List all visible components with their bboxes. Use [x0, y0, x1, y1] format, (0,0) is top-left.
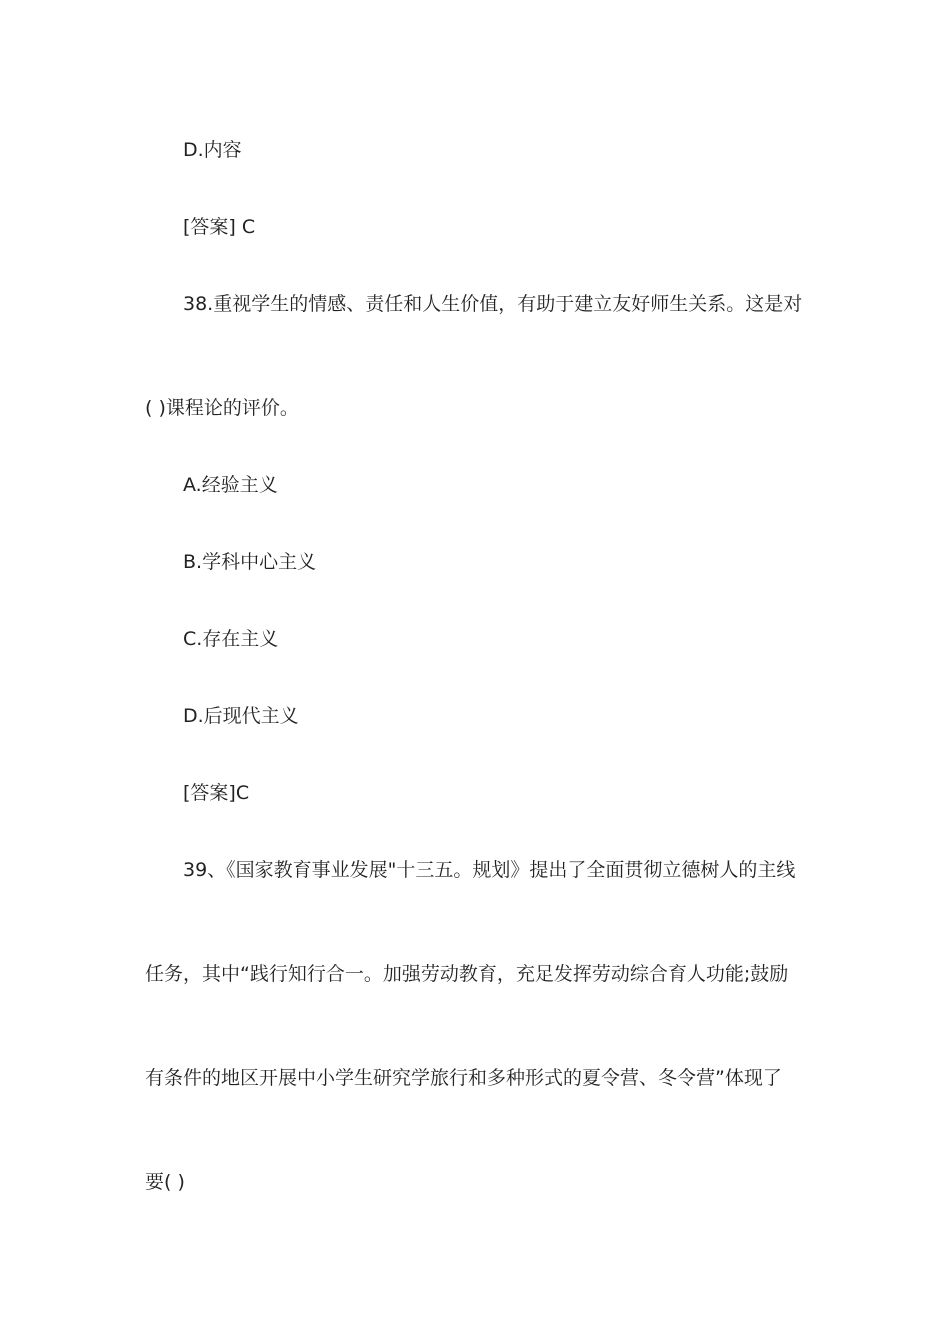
question-39-text-line-1: 39、《国家教育事业发展"十三五。规划》提出了全面贯彻立德树人的主线 — [183, 859, 796, 881]
question-38-option-d: D.后现代主义 — [183, 705, 299, 727]
question-39-text-line-4: 要( ) — [145, 1171, 185, 1193]
question-38-option-c: C.存在主义 — [183, 628, 279, 650]
question-39-text-line-3: 有条件的地区开展中小学生研究学旅行和多种形式的夏令营、冬令营”体现了 — [145, 1067, 782, 1089]
question-39-text-line-2: 任务，其中“践行知行合一。加强劳动教育，充足发挥劳动综合育人功能;鼓励 — [145, 963, 789, 985]
question-38-text-line-2: ( )课程论的评价。 — [145, 397, 299, 419]
question-38-option-a: A.经验主义 — [183, 474, 278, 496]
question-38-option-b: B.学科中心主义 — [183, 551, 317, 573]
question-38-text-line-1: 38.重视学生的情感、责任和人生价值，有助于建立友好师生关系。这是对 — [183, 293, 803, 315]
answer-prev-question: [答案] C — [183, 216, 256, 238]
question-38-answer: [答案]C — [183, 782, 250, 804]
option-d-prev-question: D.内容 — [183, 139, 242, 161]
